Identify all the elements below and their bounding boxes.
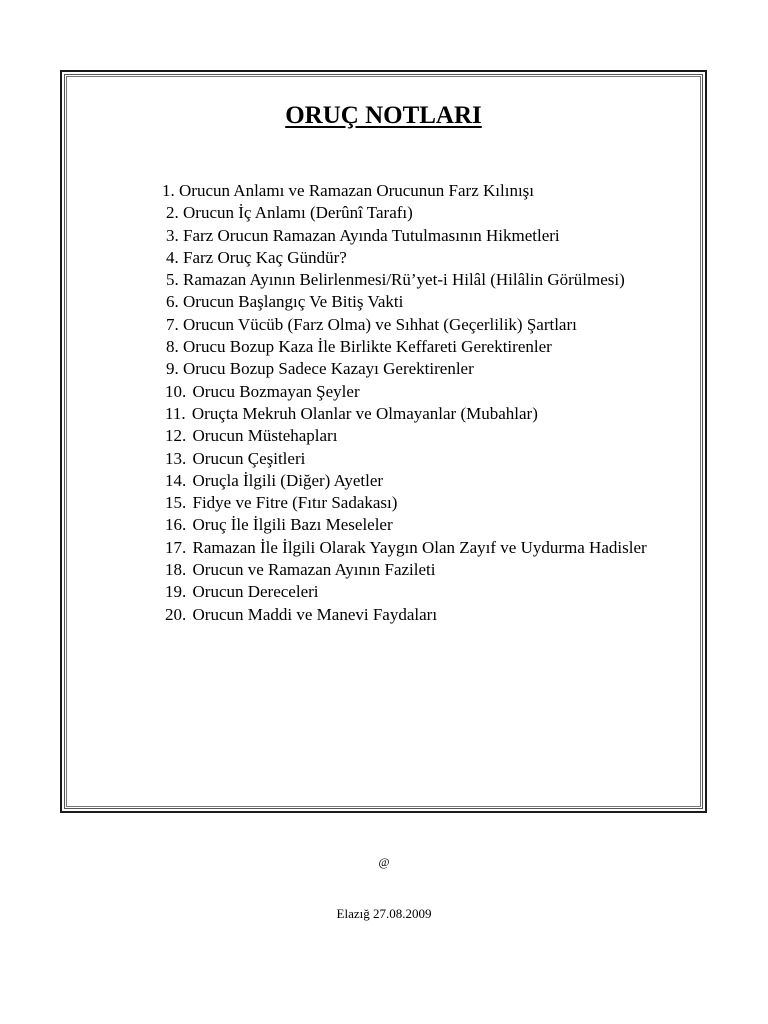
list-item bbox=[162, 247, 682, 269]
item-text: Farz Orucun Ramazan Ayında Tutulmasının Hikmetleri bbox=[183, 225, 560, 245]
item-number: 1. bbox=[162, 181, 179, 200]
item-text: Ramazan İle İlgili Olarak Yaygın Olan Zayıf ve Uydurma Hadisler bbox=[192, 537, 647, 557]
item-number: 14. bbox=[165, 470, 191, 490]
item-number: 17. bbox=[165, 537, 191, 557]
item-text: Orucu Bozup Sadece Kazayı Gerektirenler bbox=[183, 359, 474, 379]
list-item bbox=[162, 291, 682, 313]
item-number: 16. bbox=[165, 515, 191, 535]
place-date-footer: Elazığ 27.08.2009 bbox=[336, 906, 432, 921]
item-text: Orucun Maddi ve Manevi Faydaları bbox=[192, 604, 438, 624]
item-number: 18. bbox=[165, 560, 191, 580]
list-item bbox=[162, 225, 682, 247]
item-text: Orucun Anlamı ve Ramazan Orucunun Farz Kılınışı bbox=[179, 181, 535, 200]
item-text: Oruçta Mekruh Olanlar ve Olmayanlar (Mubahlar) bbox=[191, 403, 538, 423]
list-item bbox=[162, 537, 682, 559]
item-text: Orucun Dereceleri bbox=[192, 582, 319, 602]
document-title: ORUÇ NOTLARI bbox=[285, 102, 482, 129]
item-text: Orucun Vücüb (Farz Olma) ve Sıhhat (Geçerlilik) Şartları bbox=[183, 314, 577, 334]
item-number: 20. bbox=[165, 604, 191, 624]
list-item bbox=[162, 448, 682, 470]
list-item bbox=[162, 559, 682, 581]
item-text: Fidye ve Fitre (Fıtır Sadakası) bbox=[192, 493, 398, 513]
list-item bbox=[162, 604, 682, 626]
item-text: Farz Oruç Kaç Gündür? bbox=[183, 247, 347, 267]
item-text: Oruç İle İlgili Bazı Meseleler bbox=[192, 515, 393, 535]
item-text: Ramazan Ayının Belirlenmesi/Rü’yet-i Hilâl (Hilâlin Görülmesi) bbox=[183, 270, 625, 290]
item-number: 2. bbox=[166, 203, 183, 223]
list-item bbox=[162, 269, 682, 291]
list-item bbox=[162, 514, 682, 536]
item-text: Orucun Müstehapları bbox=[192, 426, 338, 446]
item-number: 15. bbox=[165, 493, 191, 513]
item-number: 3. bbox=[166, 225, 183, 245]
list-item bbox=[162, 403, 682, 425]
item-number: 4. bbox=[166, 247, 183, 267]
item-number: 6. bbox=[166, 292, 183, 312]
item-number: 19. bbox=[165, 582, 191, 602]
list-item bbox=[162, 336, 682, 358]
item-text: Orucun Çeşitleri bbox=[192, 448, 306, 468]
list-item bbox=[162, 180, 682, 202]
list-item bbox=[162, 314, 682, 336]
item-number: 9. bbox=[166, 359, 183, 379]
list-item bbox=[162, 581, 682, 603]
table-of-contents bbox=[162, 180, 682, 626]
item-text: Orucun İç Anlamı (Derûnî Tarafı) bbox=[183, 203, 413, 223]
item-number: 13. bbox=[165, 448, 191, 468]
item-number: 11. bbox=[165, 403, 190, 423]
item-number: 5. bbox=[166, 270, 183, 290]
item-number: 12. bbox=[165, 426, 191, 446]
list-item bbox=[162, 425, 682, 447]
list-item bbox=[162, 358, 682, 380]
item-text: Orucu Bozmayan Şeyler bbox=[192, 381, 360, 401]
item-text: Oruçla İlgili (Diğer) Ayetler bbox=[192, 470, 384, 490]
item-number: 8. bbox=[166, 337, 183, 357]
item-number: 10. bbox=[165, 381, 191, 401]
item-number: 7. bbox=[166, 314, 183, 334]
list-item bbox=[162, 470, 682, 492]
list-item bbox=[162, 202, 682, 224]
item-text: Orucu Bozup Kaza İle Birlikte Keffareti Gerektirenler bbox=[183, 337, 552, 357]
content-frame bbox=[60, 70, 707, 813]
item-text: Orucun Başlangıç Ve Bitiş Vakti bbox=[183, 292, 404, 312]
list-item bbox=[162, 492, 682, 514]
item-text: Orucun ve Ramazan Ayının Fazileti bbox=[192, 560, 436, 580]
list-item bbox=[162, 381, 682, 403]
at-symbol: @ bbox=[378, 855, 390, 869]
